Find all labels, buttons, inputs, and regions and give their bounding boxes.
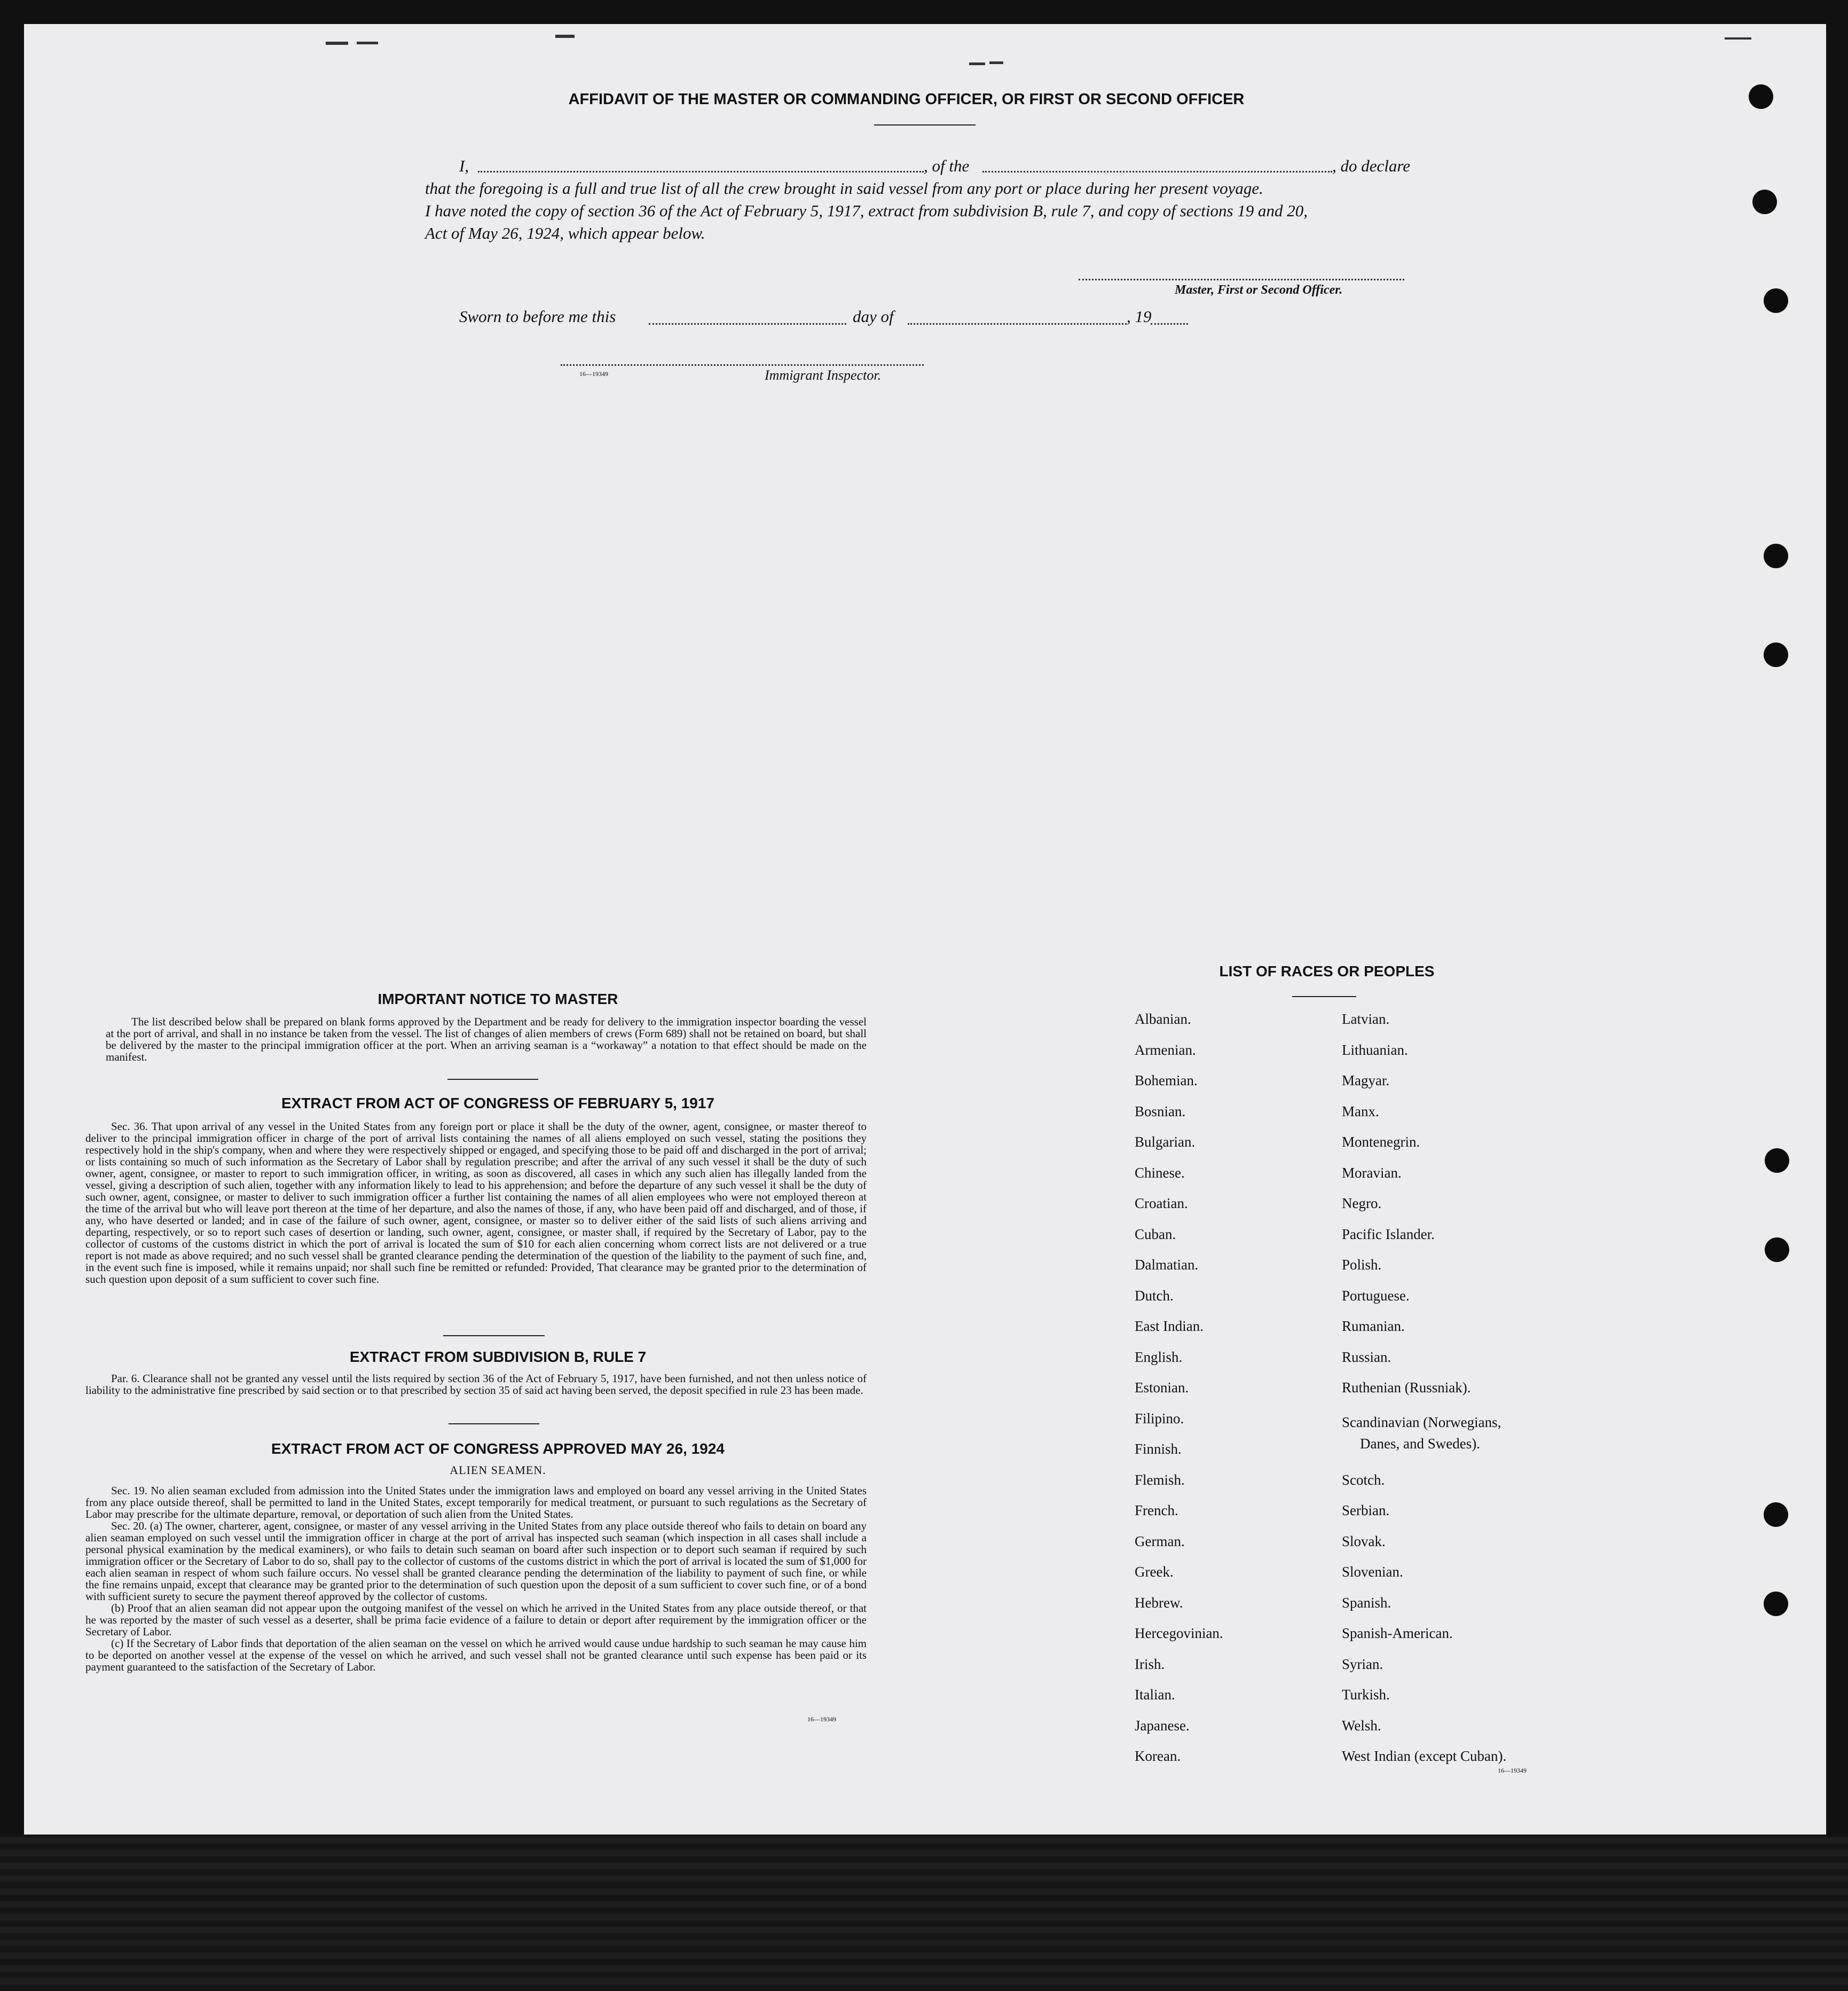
race-item: Turkish. [1342, 1687, 1390, 1703]
notice-title: IMPORTANT NOTICE TO MASTER [378, 991, 618, 1007]
punch-hole [1764, 642, 1788, 667]
race-item: Welsh. [1342, 1717, 1381, 1734]
line1-i: I, [459, 156, 469, 175]
notice-text [106, 1016, 867, 1063]
race-item: Estonian. [1135, 1379, 1189, 1396]
race-item: Pacific Islander. [1342, 1226, 1435, 1242]
year-blank [1151, 323, 1188, 325]
race-item: Irish. [1135, 1656, 1165, 1672]
rule7-paragraph: Par. 6. Clearance shall not be granted any vessel until the lists required by section 36 of the Act of February 5, 1917, have been furnished, and not then unless notice of liability to the administrative fine prescribed by said section or to that prescribed by section 35 of said act having been served, the deposit specified in rule 23 has been made. [85, 1372, 867, 1397]
year-text: , 19 [1127, 307, 1152, 326]
race-item: Latvian. [1342, 1011, 1390, 1027]
race-item: Magyar. [1342, 1072, 1390, 1088]
section-divider [447, 1079, 538, 1080]
sec36-paragraph: Sec. 36. That upon arrival of any vessel in the United States from any foreign port or place it shall be the duty of the owner, agent, consignee, or master thereof to deliver to the principal immigration officer in charge of the port of arrival lists containing the names of all aliens employed on such vessel, stating the positions they respectively hold in the ship's company, when and where they were respectively shipped or engaged, and specifying those to be paid off and discharged in the port of arrival; or lists containing so much of such information as the Secretary of Labor shall by regulation prescribe; and after the arrival of any such vessel it shall be the duty of such owner, agent, consignee, or master to report to such immigration officer, in writing, as soon as discovered, all cases in which any such alien has illegally landed from the vessel, giving a description of such alien, together with any information likely to lead to his apprehension; and before the departure of any such vessel it shall be the duty of such owner, agent, consignee, or master to deliver to such immigration officer a further list containing the names of all alien employees who were not employed thereon at the time of the arrival but who will leave port thereon at the time of her departure, and also the names of those, if any, who have been paid off and discharged, and of those, if any, who have deserted or landed; and in case of the failure of such owner, agent, consignee, or master so to deliver either of the said lists of such aliens arriving and departing, respectively, or so to report such cases of desertion or landing, such owner, agent, consignee, or master shall, if required by the Secretary of Labor, pay to the collector of customs of the customs district in which the port of arrival is located the sum of $10 for each alien concerning whom correct lists are not delivered or a true report is not made as above required; and no such vessel shall be granted clearance pending the determination of the question of the liability to the payment of such fine, and, in the event such fine is imposed, while it remains unpaid; nor shall such fine be remitted or refunded: Provided, That clearance may be granted prior to the determination of such question upon deposit of a sum sufficient to cover such fine. [85, 1120, 867, 1285]
sec20c-paragraph: (c) If the Secretary of Labor finds that deportation of the alien seaman on the vessel on which he arrived would cause undue hardship to such seaman he may cause him to be deported on another vessel at the expense of the vessel on which he arrived, and such vessel shall not be granted clearance until such expense has been paid or its payment guaranteed to the satisfaction of the Secretary of Labor. [85, 1637, 867, 1673]
punch-hole [1765, 1148, 1789, 1173]
race-item: Croatian. [1135, 1195, 1188, 1211]
race-item: Negro. [1342, 1195, 1382, 1211]
race-item: Hebrew. [1135, 1594, 1183, 1611]
inspector-label: Immigrant Inspector. [765, 367, 882, 383]
punch-hole [1764, 1592, 1788, 1616]
day-of-text: day of [853, 307, 894, 326]
race-item: Spanish. [1342, 1594, 1391, 1611]
race-item: Ruthenian (Russniak). [1342, 1379, 1471, 1396]
race-item: Bulgarian. [1135, 1134, 1196, 1150]
race-item: Chinese. [1135, 1164, 1185, 1181]
race-item: Syrian. [1342, 1656, 1383, 1672]
scan-mark [1725, 37, 1751, 40]
race-item: Cuban. [1135, 1226, 1176, 1242]
race-item: Scandinavian (Norwegians, [1342, 1414, 1501, 1430]
punch-hole [1764, 1502, 1788, 1527]
race-item: Flemish. [1135, 1471, 1185, 1488]
sec20b-paragraph: (b) Proof that an alien seaman did not appear upon the outgoing manifest of the vessel on which he arrived in the United States from any place outside thereof, or that he was reported by the master of such vessel as a deserter, shall be prima facie evidence of a failure to detain or deport after requirement by the immigration officer or the Secretary of Labor. [85, 1602, 867, 1638]
race-item: Polish. [1342, 1257, 1382, 1273]
race-item: Finnish. [1135, 1441, 1182, 1457]
race-item: Russian. [1342, 1349, 1391, 1365]
affidavit-title: AFFIDAVIT OF THE MASTER OR COMMANDING OFFICER, OR FIRST OR SECOND OFFICER [568, 91, 1245, 108]
race-item: Hercegovinian. [1135, 1625, 1223, 1641]
affidavit-line3: I have noted the copy of section 36 of the Act of February 5, 1917, extract from subdivision B, rule 7, and copy of sections 19 and 20, [425, 201, 1308, 220]
sworn-day-blank [649, 323, 846, 325]
punch-hole [1764, 544, 1788, 568]
punch-hole [1764, 288, 1788, 313]
extract-form-number: 16—19349 [807, 1715, 836, 1723]
extract1924-title: EXTRACT FROM ACT OF CONGRESS APPROVED MAY 26, 1924 [271, 1440, 725, 1457]
race-item: Dalmatian. [1135, 1257, 1199, 1273]
punch-hole [1749, 84, 1773, 109]
race-item: Greek. [1135, 1564, 1174, 1580]
affidavit-line2: that the foregoing is a full and true list of all the crew brought in said vessel from any port or place during her present voyage. [425, 179, 1263, 198]
race-item: Slovenian. [1342, 1564, 1403, 1580]
races-underline [1292, 996, 1356, 997]
title-underline [874, 124, 976, 126]
section-divider [443, 1335, 545, 1336]
line1-declare: , do declare [1332, 156, 1411, 175]
race-item: Rumanian. [1342, 1318, 1405, 1334]
notice-paragraph: The list described below shall be prepared on blank forms approved by the Department and be ready for delivery to the immigration inspector boarding the vessel at the port of arrival, and shall in no instance be taken from the vessel. The list of changes of alien members of crews (Form 689) shall not be retained on board, but shall be delivered by the master to the principal immigration officer at the port. When an arriving seaman is a “workaway” a notation to that effect should be made on the manifest. [106, 1015, 867, 1063]
extract1924-subtitle: ALIEN SEAMEN. [450, 1463, 546, 1477]
race-item: West Indian (except Cuban). [1342, 1748, 1507, 1764]
race-item: Filipino. [1135, 1410, 1184, 1426]
race-item: Lithuanian. [1342, 1041, 1408, 1058]
race-item: Manx. [1342, 1103, 1379, 1119]
race-item: Montenegrin. [1342, 1134, 1420, 1150]
race-item: Italian. [1135, 1687, 1175, 1703]
race-item: Slovak. [1342, 1533, 1386, 1549]
races-title: LIST OF RACES OR PEOPLES [1219, 963, 1435, 979]
race-item: East Indian. [1135, 1318, 1204, 1334]
sworn-text: Sworn to before me this [459, 307, 616, 326]
punch-hole [1752, 190, 1777, 214]
extract1917-title: EXTRACT FROM ACT OF CONGRESS OF FEBRUARY 5, 1917 [281, 1095, 715, 1111]
race-item: Korean. [1135, 1748, 1181, 1764]
master-signature-line [1079, 279, 1404, 280]
name-blank [478, 171, 924, 173]
sec19-paragraph: Sec. 19. No alien seaman excluded from admission into the United States under the immigration laws and employed on board any vessel arriving in the United States from any place outside thereof, shall be permitted to land in the United States, except temporarily for medical treatment, or pursuant to such regulations as the Secretary of Labor may prescribe for the ultimate departure, removal, or deportation of such alien from the United States. [85, 1484, 867, 1520]
race-item: Bohemian. [1135, 1072, 1198, 1088]
month-blank [908, 323, 1127, 325]
extract1924-text [85, 1485, 867, 1673]
race-item: Scotch. [1342, 1471, 1385, 1488]
master-label: Master, First or Second Officer. [1175, 283, 1343, 297]
affidavit-form-number: 16—19349 [579, 370, 608, 378]
inspector-signature-line [561, 364, 924, 366]
race-item: Armenian. [1135, 1041, 1196, 1058]
scan-mark [989, 61, 1003, 64]
race-item: French. [1135, 1502, 1178, 1518]
scan-mark [555, 35, 575, 38]
race-item: Moravian. [1342, 1164, 1402, 1181]
race-item: German. [1135, 1533, 1185, 1549]
race-item: Bosnian. [1135, 1103, 1186, 1119]
line1-ofthe: , of the [924, 156, 970, 175]
race-item-scandinavian-cont: Danes, and Swedes). [1360, 1436, 1480, 1452]
race-item: English. [1135, 1349, 1183, 1365]
races-form-number: 16—19349 [1498, 1767, 1527, 1774]
scan-mark [357, 42, 378, 44]
scan-border [0, 1835, 1848, 1991]
race-item: Portuguese. [1342, 1287, 1410, 1304]
race-item: Japanese. [1135, 1717, 1190, 1734]
section-divider [449, 1423, 539, 1424]
race-item: Albanian. [1135, 1011, 1191, 1027]
race-item: Dutch. [1135, 1287, 1174, 1304]
scan-mark [969, 62, 985, 65]
race-item: Serbian. [1342, 1502, 1390, 1518]
race-item: Spanish-American. [1342, 1625, 1453, 1641]
rule7-text [85, 1373, 867, 1396]
extract1917-text [85, 1120, 867, 1285]
rule7-title: EXTRACT FROM SUBDIVISION B, RULE 7 [349, 1349, 647, 1365]
affidavit-line4: Act of May 26, 1924, which appear below. [425, 224, 705, 242]
punch-hole [1765, 1237, 1789, 1262]
vessel-blank [982, 171, 1332, 173]
scan-mark [326, 42, 348, 45]
sec20a-paragraph: Sec. 20. (a) The owner, charterer, agent, consignee, or master of any vessel arriving in the United States from any place outside thereof who fails to detain on board any alien seaman employed on such vessel until the immigration officer in charge at the port of arrival has inspected such seaman (which inspection in all cases shall include a personal physical examination by the medical examiners), or who fails to detain such seaman on board after such inspection or to deport such seaman if required by such immigration officer or the Secretary of Labor to do so, shall pay to the collector of customs of the customs district in which the port of arrival is located the sum of $1,000 for each alien seaman in respect of whom such failure occurs. No vessel shall be granted clearance pending the determination of the liability to payment of such fine, or while the fine remains unpaid, except that clearance may be granted prior to the determination of such question upon the deposit of a sum sufficient to cover such fine, or of a bond with sufficient surety to secure the payment thereof approved by the collector of customs. [85, 1519, 867, 1603]
